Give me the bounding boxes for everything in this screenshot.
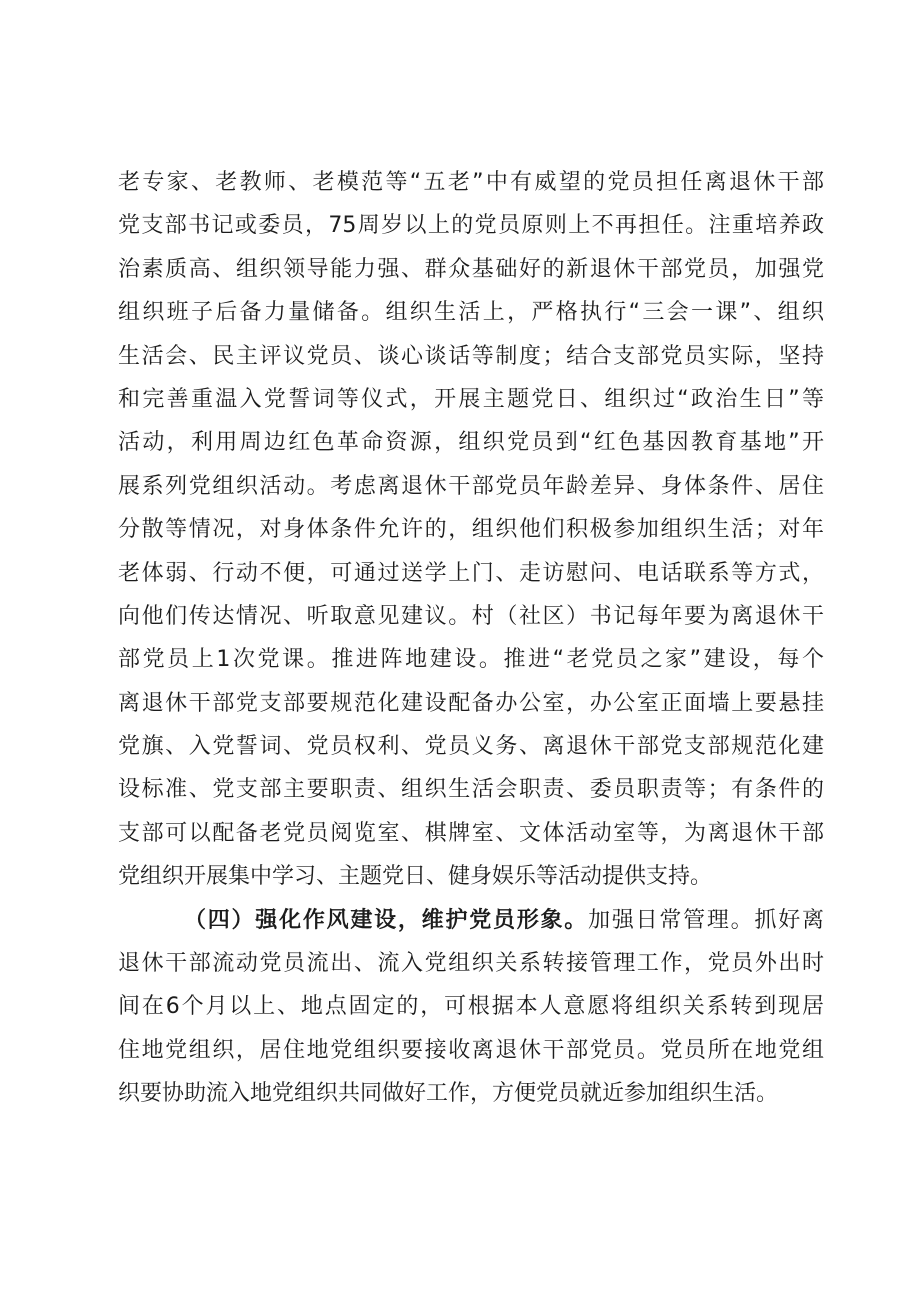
text-line: 离退休干部党支部要规范化建设配备办公室，办公室正面墙上要悬挂	[118, 690, 824, 716]
paragraph-2	[118, 899, 824, 1116]
text-line: 部党员上1次党课。推进阵地建设。推进“老党员之家”建设，每个	[118, 647, 824, 673]
text-line: 分散等情况，对身体条件允许的，组织他们积极参加组织生活；对年	[118, 517, 824, 543]
text-line: 和完善重温入党誓词等仪式，开展主题党日、组织过“政治生日”等	[118, 386, 824, 412]
document-body	[118, 161, 824, 1116]
heading-continuation: 加强日常管理。抓好离	[588, 907, 824, 933]
text-line: 织要协助流入地党组织共同做好工作，方便党员就近参加组织生活。	[118, 1081, 779, 1107]
text-line: 生活会、民主评议党员、谈心谈话等制度；结合支部党员实际，坚持	[118, 343, 824, 369]
text-line: 老专家、老教师、老模范等“五老”中有威望的党员担任离退休干部	[118, 170, 824, 195]
text-line: 支部可以配备老党员阅览室、棋牌室、文体活动室等，为离退休干部	[118, 820, 824, 846]
text-line: 治素质高、组织领导能力强、群众基础好的新退休干部党员，加强党	[118, 256, 824, 282]
text-line: 向他们传达情况、听取意见建议。村（社区）书记每年要为离退休干	[118, 603, 824, 629]
text-line: 活动，利用周边红色革命资源，组织党员到“红色基因教育基地”开	[118, 430, 824, 456]
text-line: 设标准、党支部主要职责、组织生活会职责、委员职责等；有条件的	[118, 777, 824, 803]
paragraph-1	[118, 161, 824, 899]
section-heading: （四）强化作风建设，维护党员形象。	[184, 907, 589, 933]
text-line: 组织班子后备力量储备。组织生活上，严格执行“三会一课”、组织	[118, 300, 824, 326]
text-line: 退休干部流动党员流出、流入党组织关系转接管理工作，党员外出时	[118, 951, 824, 977]
text-line: 老体弱、行动不便，可通过送学上门、走访慰问、电话联系等方式，	[118, 560, 824, 586]
text-line: 住地党组织，居住地党组织要接收离退休干部党员。党员所在地党组	[118, 1037, 824, 1063]
text-line: 党旗、入党誓词、党员权利、党员义务、离退休干部党支部规范化建	[118, 734, 824, 760]
text-line: 展系列党组织活动。考虑离退休干部党员年龄差异、身体条件、居住	[118, 473, 824, 499]
text-line: 党支部书记或委员，75周岁以上的党员原则上不再担任。注重培养政	[118, 213, 824, 239]
paragraph-2-first-line	[118, 899, 824, 942]
text-line: 间在6个月以上、地点固定的，可根据本人意愿将组织关系转到现居	[118, 994, 824, 1020]
text-line: 党组织开展集中学习、主题党日、健身娱乐等活动提供支持。	[118, 864, 713, 890]
